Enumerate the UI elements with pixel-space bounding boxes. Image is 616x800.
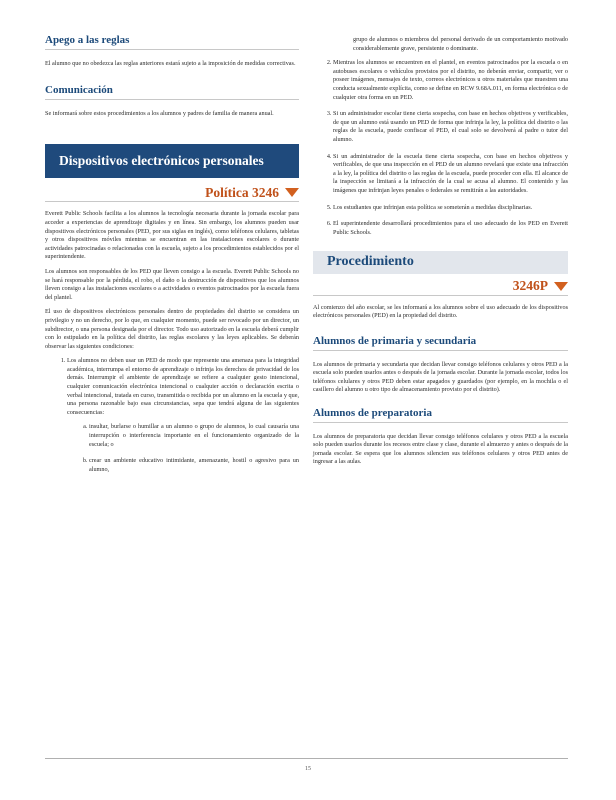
left-column <box>45 0 299 482</box>
preparatoria-heading: Alumnos de preparatoria <box>313 407 432 420</box>
list-item: 5. Los estudiantes que infrinjan esta política se someterán a medidas disciplinarias. <box>333 204 568 213</box>
sub-list-item: b. crear un ambiente educativo intimidante, amenazante, hostil o agresivo para un alumno, <box>89 457 299 474</box>
conditions-list <box>45 357 299 474</box>
comunicacion-heading: Comunicación <box>45 84 113 97</box>
sub-list <box>67 423 299 474</box>
list-item <box>67 357 299 474</box>
primaria-text: Los alumnos de primaria y secundaria que decidan llevar consigo teléfonos celulares y otros PED a la escuela solo pueden usarlos antes o después de la jornada escolar. Durante la jornada escolar, todos los teléfonos celulares y otros PED deben estar apagados y guardados (por ejemplo, en la mochila o el casillero del alumno u otro tipo de almacenamiento provisto por el distrito). <box>313 360 568 394</box>
list-item: 4. Si un administrador de la escuela tiene cierta sospecha, con base en hechos objetivos y verificables, de que una inspección en el PED de un alumno revelará que existe una infracción a la ley, la política del distrito o las reglas de la escuela, puede proceder con ella. El alcance de la inspección se limitará a la infracción de la cual se acusa al alumno. El contenido y las imágenes que infrinjan leyes penales o federales se remitirán a las autoridades. <box>333 153 568 196</box>
comunicacion-text: Se informará sobre estos procedimientos a los alumnos y padres de familia de manera anual. <box>45 109 274 117</box>
list-item: 6. El superintendente desarrollará procedimientos para el uso adecuado de los PED en Everett Public Schools. <box>333 220 568 237</box>
list-item-text: Los alumnos no deben usar un PED de modo que represente una amenaza para la integridad académica, interrumpa el entorno de aprendizaje o infrinja los derechos de privacidad de los demás. Interrumpir el ambiente de aprendizaje se refiere a cualquier gesto intencional, cualquier comunicación electrónica intencional o cualquier acción o declaración escrita o verbal intencional, tratada en curso, transmitida o recibida por un alumno en la escuela y que, una persona razonable bajo esas circunstancias, sepa que tendrá alguna de las siguientes consecuencias: <box>67 357 299 416</box>
continuation-text: grupo de alumnos o miembros del personal derivado de un comportamiento motivado considerablemente grave, persistente o dominante. <box>353 36 568 52</box>
paragraph: Everett Public Schools facilita a los alumnos la tecnología necesaria durante la jornada escolar para acceder a experiencias de aprendizaje digitales y en línea. Sin embargo, los alumnos pueden usar dispositivos electrónicos personales (PED, por sus siglas en inglés), como teléfonos celulares, tabletas y otros dispositivos móviles mientras se encuentran en las instalaciones escolares o durante actividades patrocinadas o relacionadas con la escuela, sujeto a los procedimientos establecidos por el superintendente. <box>45 210 299 261</box>
apego-text: El alumno que no obedezca las reglas anteriores estará sujeto a la imposición de medidas correctivas. <box>45 59 296 67</box>
policy-number: Política 3246 <box>205 184 279 200</box>
triangle-down-icon <box>554 282 568 291</box>
section-banner: Dispositivos electrónicos personales <box>45 144 299 178</box>
policy-header <box>45 184 299 202</box>
sub-list-item: a. insultar, burlarse o humillar a un alumno o grupo de alumnos, lo cual causaría una interrupción o interferencia importante en el funcionamiento organizado de la escuela; o <box>89 423 299 449</box>
numbered-list <box>313 59 568 237</box>
divider <box>45 49 299 50</box>
paragraph: Los alumnos son responsables de los PED que lleven consigo a la escuela. Everett Public Schools no se hará responsable por la pérdida, el robo, el daño o la destrucción de dispositivos que los alumnos lleven consigo a las instalaciones escolares o a actividades o eventos patrocinados por la escuela fuera del plantel. <box>45 267 299 301</box>
procedure-header <box>313 278 568 296</box>
list-item: 3. Si un administrador escolar tiene cierta sospecha, con base en hechos objetivos y verificables, de que un alumno está usando un PED de forma que infrinja la ley, la política del distrito o las reglas de la escuela, puede confiscar el PED, el cual solo se devolverá al padre o tutor del alumno. <box>333 110 568 144</box>
divider <box>313 422 568 423</box>
procedure-banner: Procedimiento <box>313 251 568 274</box>
divider <box>313 350 568 351</box>
procedure-intro: Al comienzo del año escolar, se les informará a los alumnos sobre el uso adecuado de los dispositivos electrónicos personales (PED) en la propiedad del distrito. <box>313 303 568 320</box>
footer-divider <box>45 758 568 759</box>
primaria-heading: Alumnos de primaria y secundaria <box>313 335 477 348</box>
list-item: 2. Mientras los alumnos se encuentren en el plantel, en eventos patrocinados por la escuela o en autobuses escolares o vehículos provistos por el distrito, no deberán enviar, compartir, ver o poseer imágenes, mensajes de texto, correos electrónicos u otros materiales que muestren una conducta sexualmente explícita, como se define en RCW 9.68A.011, en forma electrónica o de cualquier otra forma en un PED. <box>333 59 568 102</box>
divider <box>45 99 299 100</box>
preparatoria-text: Los alumnos de preparatoria que decidan llevar consigo teléfonos celulares y otros PED a la escuela solo pueden usarlos durante los recesos entre clase y clase, durante el almuerzo y antes o después de la jornada escolar. Se espera que los alumnos silencien sus teléfonos celulares y otros PED antes de ingresar a las aulas. <box>313 432 568 466</box>
triangle-down-icon <box>285 188 299 197</box>
page-number: 15 <box>305 766 311 772</box>
right-column <box>313 0 568 473</box>
apego-heading: Apego a las reglas <box>45 34 130 46</box>
paragraph: El uso de dispositivos electrónicos personales dentro de propiedades del distrito se considera un privilegio y no un derecho, por lo que, en cualquier momento, puede ser revocado por un director, un subdirector, o una persona designada por el director. Todo uso autorizado en la escuela deberá cumplir con lo estipulado en la política del distrito, las reglas escolares y las leyes aplicables. Se deberán observar las siguientes condiciones: <box>45 308 299 350</box>
procedure-number: 3246P <box>512 278 548 294</box>
